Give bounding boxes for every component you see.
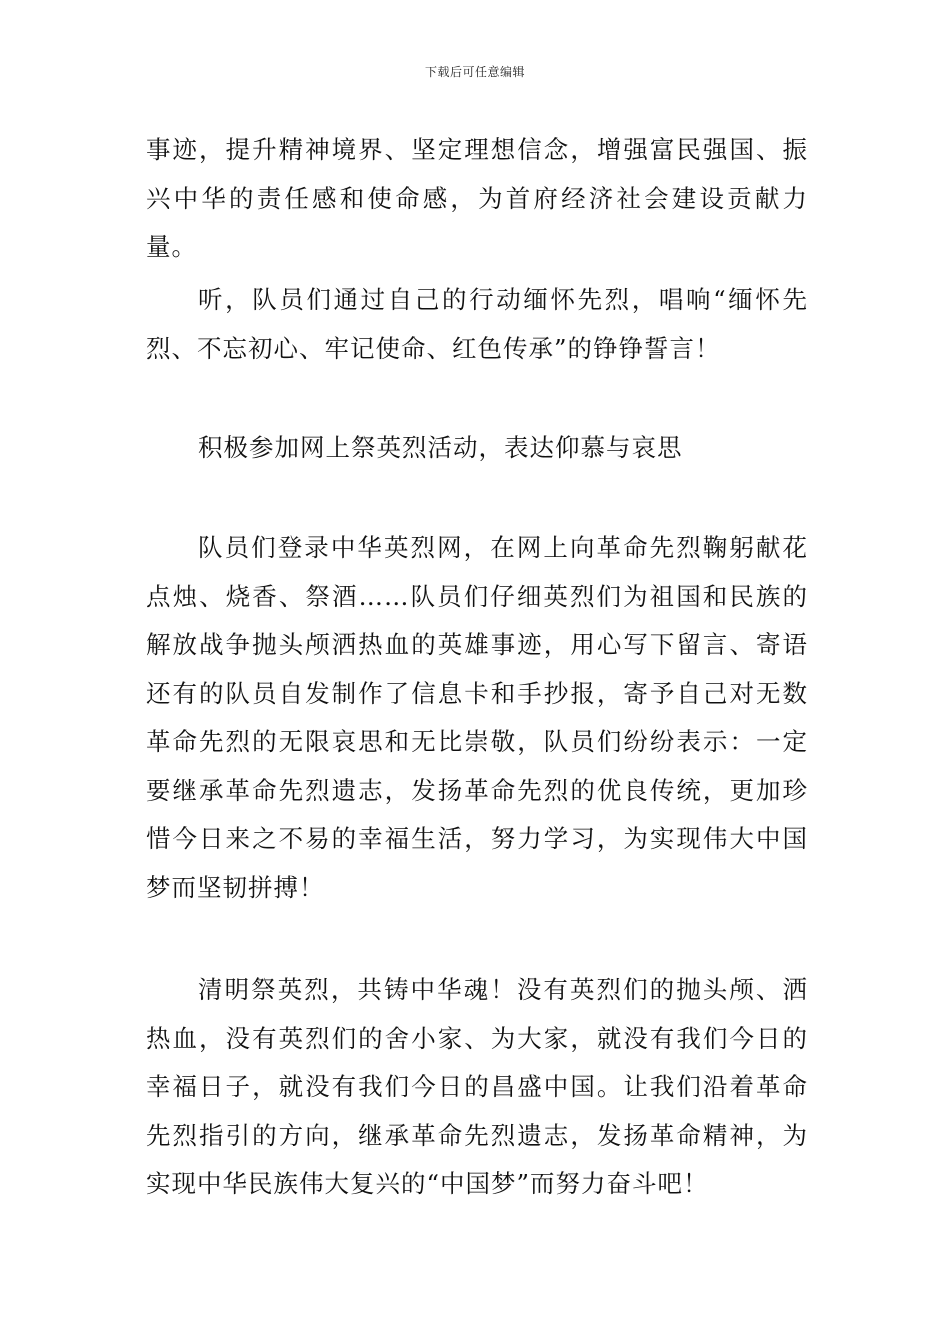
- paragraph-block-4: [146, 524, 808, 912]
- paragraph-4: 队员们登录中华英烈网，在网上向革命先烈鞠躬献花点烛、烧香、祭酒……队员们仔细英烈们为祖国和民族的解放战争抛头颅洒热血的英雄事迹，用心写下留言、寄语还有的队员自发制作了信息卡和手抄报，寄予自己对无数革命先烈的无限哀思和无比崇敬，队员们纷纷表示：一定要继承革命先烈遗志，发扬革命先烈的优良传统，更加珍惜今日来之不易的幸福生活，努力学习，为实现伟大中国梦而坚韧拼搏！: [146, 533, 808, 902]
- paragraph-continuation: [146, 126, 808, 272]
- paragraph-block-5: [146, 966, 808, 1209]
- section-heading-block: [146, 424, 808, 473]
- section-heading: 积极参加网上祭英烈活动，表达仰慕与哀思: [198, 433, 683, 462]
- paragraph-5: 清明祭英烈，共铸中华魂！没有英烈们的抛头颅、洒热血，没有英烈们的舍小家、为大家，就没有我们今日的幸福日子，就没有我们今日的昌盛中国。让我们沿着革命先烈指引的方向，继承革命先烈遗志，发扬革命精神，为实现中华民族伟大复兴的“中国梦”而努力奋斗吧！: [146, 975, 808, 1198]
- header-note: 下载后可任意编辑: [424, 65, 525, 79]
- paragraph-block-2: [146, 276, 808, 373]
- paragraph-1: 事迹，提升精神境界、坚定理想信念，增强富民强国、振兴中华的责任感和使命感，为首府经济社会建设贡献力量。: [146, 135, 808, 261]
- paragraph-2: 听，队员们通过自己的行动缅怀先烈，唱响“缅怀先烈、不忘初心、牢记使命、红色传承”的铮铮誓言！: [146, 285, 808, 363]
